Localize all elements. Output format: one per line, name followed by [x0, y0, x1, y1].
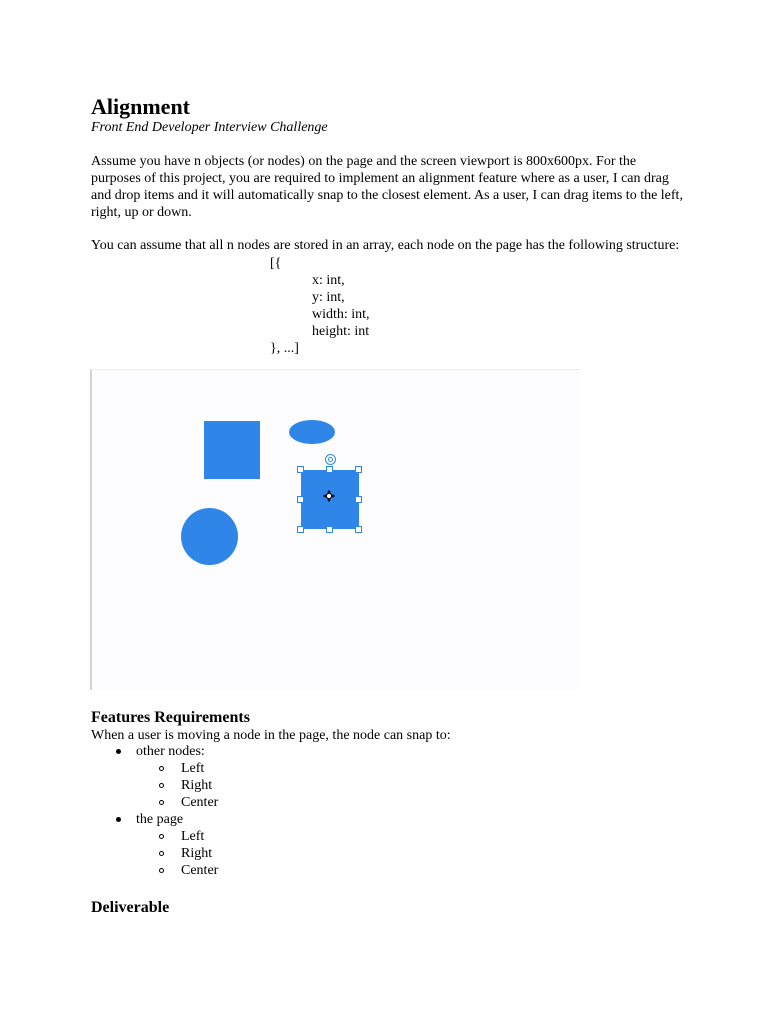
- list-item: [91, 811, 218, 879]
- sub-list-item-label: Right: [181, 846, 213, 861]
- move-cursor-icon: [323, 490, 335, 502]
- code-line: width: int,: [312, 307, 370, 322]
- circle-node[interactable]: [181, 508, 238, 565]
- intro-paragraph: Assume you have n objects (or nodes) on the page and the screen viewport is 800x600px. For the purposes of this project, you are required to implement an alignment feature where as a user, I can drag and drop items and it will automatically snap to the closest element. As a user, I can drag items to the left, right, up or down.: [91, 154, 683, 220]
- circle-bullet-icon: [159, 834, 164, 839]
- features-heading: Features Requirements: [91, 709, 250, 726]
- sub-list-item: [136, 794, 218, 811]
- illustration-canvas: [90, 369, 580, 690]
- code-line: x: int,: [312, 273, 345, 288]
- sub-list: [136, 828, 218, 879]
- document-title: Alignment: [91, 94, 190, 119]
- circle-bullet-icon: [159, 868, 164, 873]
- sub-list-item-label: Center: [181, 795, 219, 810]
- sub-list-item: [136, 777, 218, 794]
- resize-handle-bottom[interactable]: [326, 526, 333, 533]
- document-subtitle: Front End Developer Interview Challenge: [91, 120, 328, 135]
- list-item-label: other nodes:: [136, 744, 205, 759]
- deliverable-heading: Deliverable: [91, 899, 170, 916]
- node-structure-code: [270, 255, 370, 357]
- sub-list-item: [136, 760, 218, 777]
- rotate-handle-icon[interactable]: [325, 454, 336, 465]
- sub-list-item-label: Center: [181, 863, 219, 878]
- sub-list-item: [136, 862, 218, 879]
- ellipse-node[interactable]: [289, 420, 335, 444]
- code-line: y: int,: [312, 290, 345, 305]
- snap-targets-list: [91, 743, 218, 879]
- sub-list-item-label: Right: [181, 778, 213, 793]
- resize-handle-top-left[interactable]: [297, 466, 304, 473]
- resize-handle-left[interactable]: [297, 496, 304, 503]
- code-line: height: int: [312, 324, 370, 339]
- resize-handle-right[interactable]: [355, 496, 362, 503]
- bullet-icon: [116, 817, 121, 822]
- code-line: [{: [270, 256, 282, 271]
- bullet-icon: [116, 749, 121, 754]
- circle-bullet-icon: [159, 851, 164, 856]
- resize-handle-top[interactable]: [326, 466, 333, 473]
- code-line: }, ...]: [270, 341, 299, 356]
- structure-paragraph: You can assume that all n nodes are stored in an array, each node on the page has the following structure:: [91, 238, 680, 253]
- circle-bullet-icon: [159, 783, 164, 788]
- sub-list-item: [136, 828, 218, 845]
- sub-list-item-label: Left: [181, 829, 205, 844]
- resize-handle-bottom-right[interactable]: [355, 526, 362, 533]
- resize-handle-top-right[interactable]: [355, 466, 362, 473]
- circle-bullet-icon: [159, 766, 164, 771]
- list-item: [91, 743, 218, 811]
- features-intro: When a user is moving a node in the page, the node can snap to:: [91, 728, 451, 743]
- sub-list: [136, 760, 218, 811]
- sub-list-item-label: Left: [181, 761, 205, 776]
- resize-handle-bottom-left[interactable]: [297, 526, 304, 533]
- square-node[interactable]: [204, 421, 260, 479]
- sub-list-item: [136, 845, 218, 862]
- circle-bullet-icon: [159, 800, 164, 805]
- list-item-label: the page: [136, 812, 184, 827]
